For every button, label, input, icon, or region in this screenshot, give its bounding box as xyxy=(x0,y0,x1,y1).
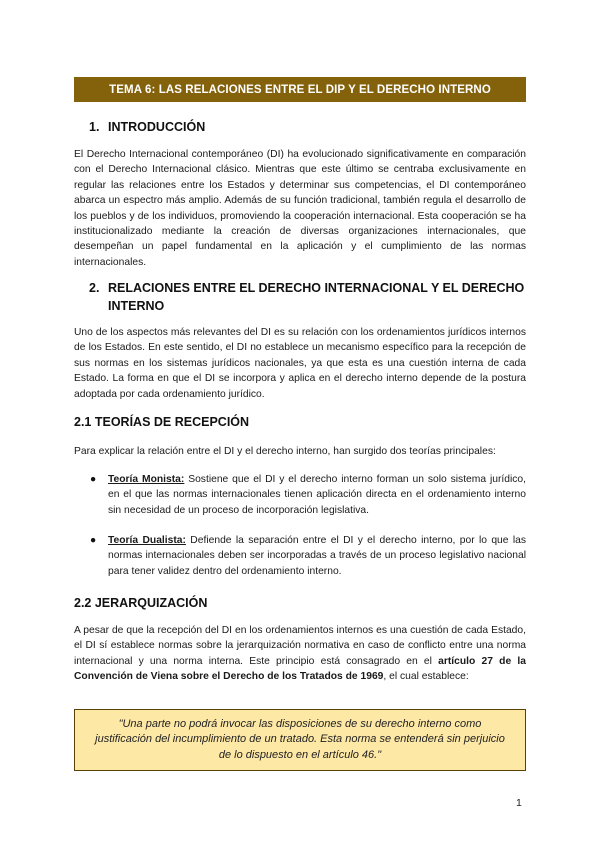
intro-paragraph: El Derecho Internacional contemporáneo (DI) ha evolucionado significativamente en comparación con el Derecho Internacional clásico. Mientras que este último se centraba exclusivamente en regular las relaciones entre los Estados y determinar sus competencias, el DI contemporáneo abarca un espectro más amplio. Además de su función tradicional, también regula el desarrollo de los pueblos y de los individuos, promoviendo la cooperación internacional. Esta cooperación se ha institucionalizado mediante la creación de diversas organizaciones internacionales, que desempeñan un papel fundamental en la aplicación y el cumplimiento de las normas internacionales. xyxy=(74,149,526,268)
hierarchy-text-end: , el cual establece: xyxy=(383,671,469,683)
document-title: TEMA 6: LAS RELACIONES ENTRE EL DIP Y EL DERECHO INTERNO xyxy=(74,77,526,102)
section-number: 2. xyxy=(89,281,100,295)
subsection-heading-theories: 2.1 TEORÍAS DE RECEPCIÓN xyxy=(74,415,250,429)
section-heading-relations xyxy=(89,279,526,315)
theories-intro: Para explicar la relación entre el DI y el derecho interno, han surgido dos teorías principales: xyxy=(74,446,496,457)
section-title: INTRODUCCIÓN xyxy=(108,120,206,134)
hierarchy-paragraph xyxy=(74,623,526,685)
theory-dualist-item xyxy=(108,533,526,579)
section-heading-intro xyxy=(89,120,205,134)
relations-paragraph: Uno de los aspectos más relevantes del DI es su relación con los ordenamientos jurídicos internos de los Estados. En este sentido, el DI no establece un mecanismo específico para la recepción de sus normas en los sistemas jurídicos nacionales, ya que esta es una cuestión interna de cada Estado. La forma en que el DI se incorpora y aplica en el derecho interno depende de la postura adoptada por cada ordenamiento jurídico. xyxy=(74,327,526,400)
theory-term: Teoría Monista: xyxy=(108,474,185,485)
hierarchy-text-start: A pesar de que la recepción del DI en los ordenamientos internos es una cuestión de cada Estado, el DI sí establece normas sobre la jerarquización normativa en caso de conflicto entre una norma internacional y una norma interna. Este principio está consagrado en el xyxy=(74,625,526,667)
bullet-icon: ● xyxy=(90,474,97,485)
page-number: 1 xyxy=(516,797,522,809)
subsection-heading-hierarchy: 2.2 JERARQUIZACIÓN xyxy=(74,596,208,610)
bullet-icon: ● xyxy=(90,535,97,546)
vienna-convention-reference: artículo 27 de la Convención de Viena sobre el Derecho de los Tratados de 1969 xyxy=(74,655,526,683)
section-title-line1: RELACIONES ENTRE EL DERECHO INTERNACIONAL Y EL DERECHO xyxy=(108,281,525,295)
section-title-line2: INTERNO xyxy=(108,299,165,313)
theory-description: Defiende la separación entre el DI y el derecho interno, por lo que las normas internacionales deben ser incorporadas a través de un proceso legislativo nacional para tener validez dentro del ordenamiento interno. xyxy=(108,535,526,577)
theory-description: Sostiene que el DI y el derecho interno forman un solo sistema jurídico, en el que las normas internacionales tienen aplicación directa en el ordenamiento interno sin necesidad de un proceso de incorporación legislativa. xyxy=(108,474,527,516)
theory-monist-item xyxy=(108,472,526,518)
section-number: 1. xyxy=(89,120,100,134)
theory-term: Teoría Dualista: xyxy=(108,535,186,546)
article-27-quote: "Una parte no podrá invocar las disposiciones de su derecho interno como justificación del incumplimiento de un tratado. Esta norma se entenderá sin perjuicio de lo dispuesto en el artículo 46." xyxy=(95,717,505,761)
quote-box xyxy=(74,709,526,771)
